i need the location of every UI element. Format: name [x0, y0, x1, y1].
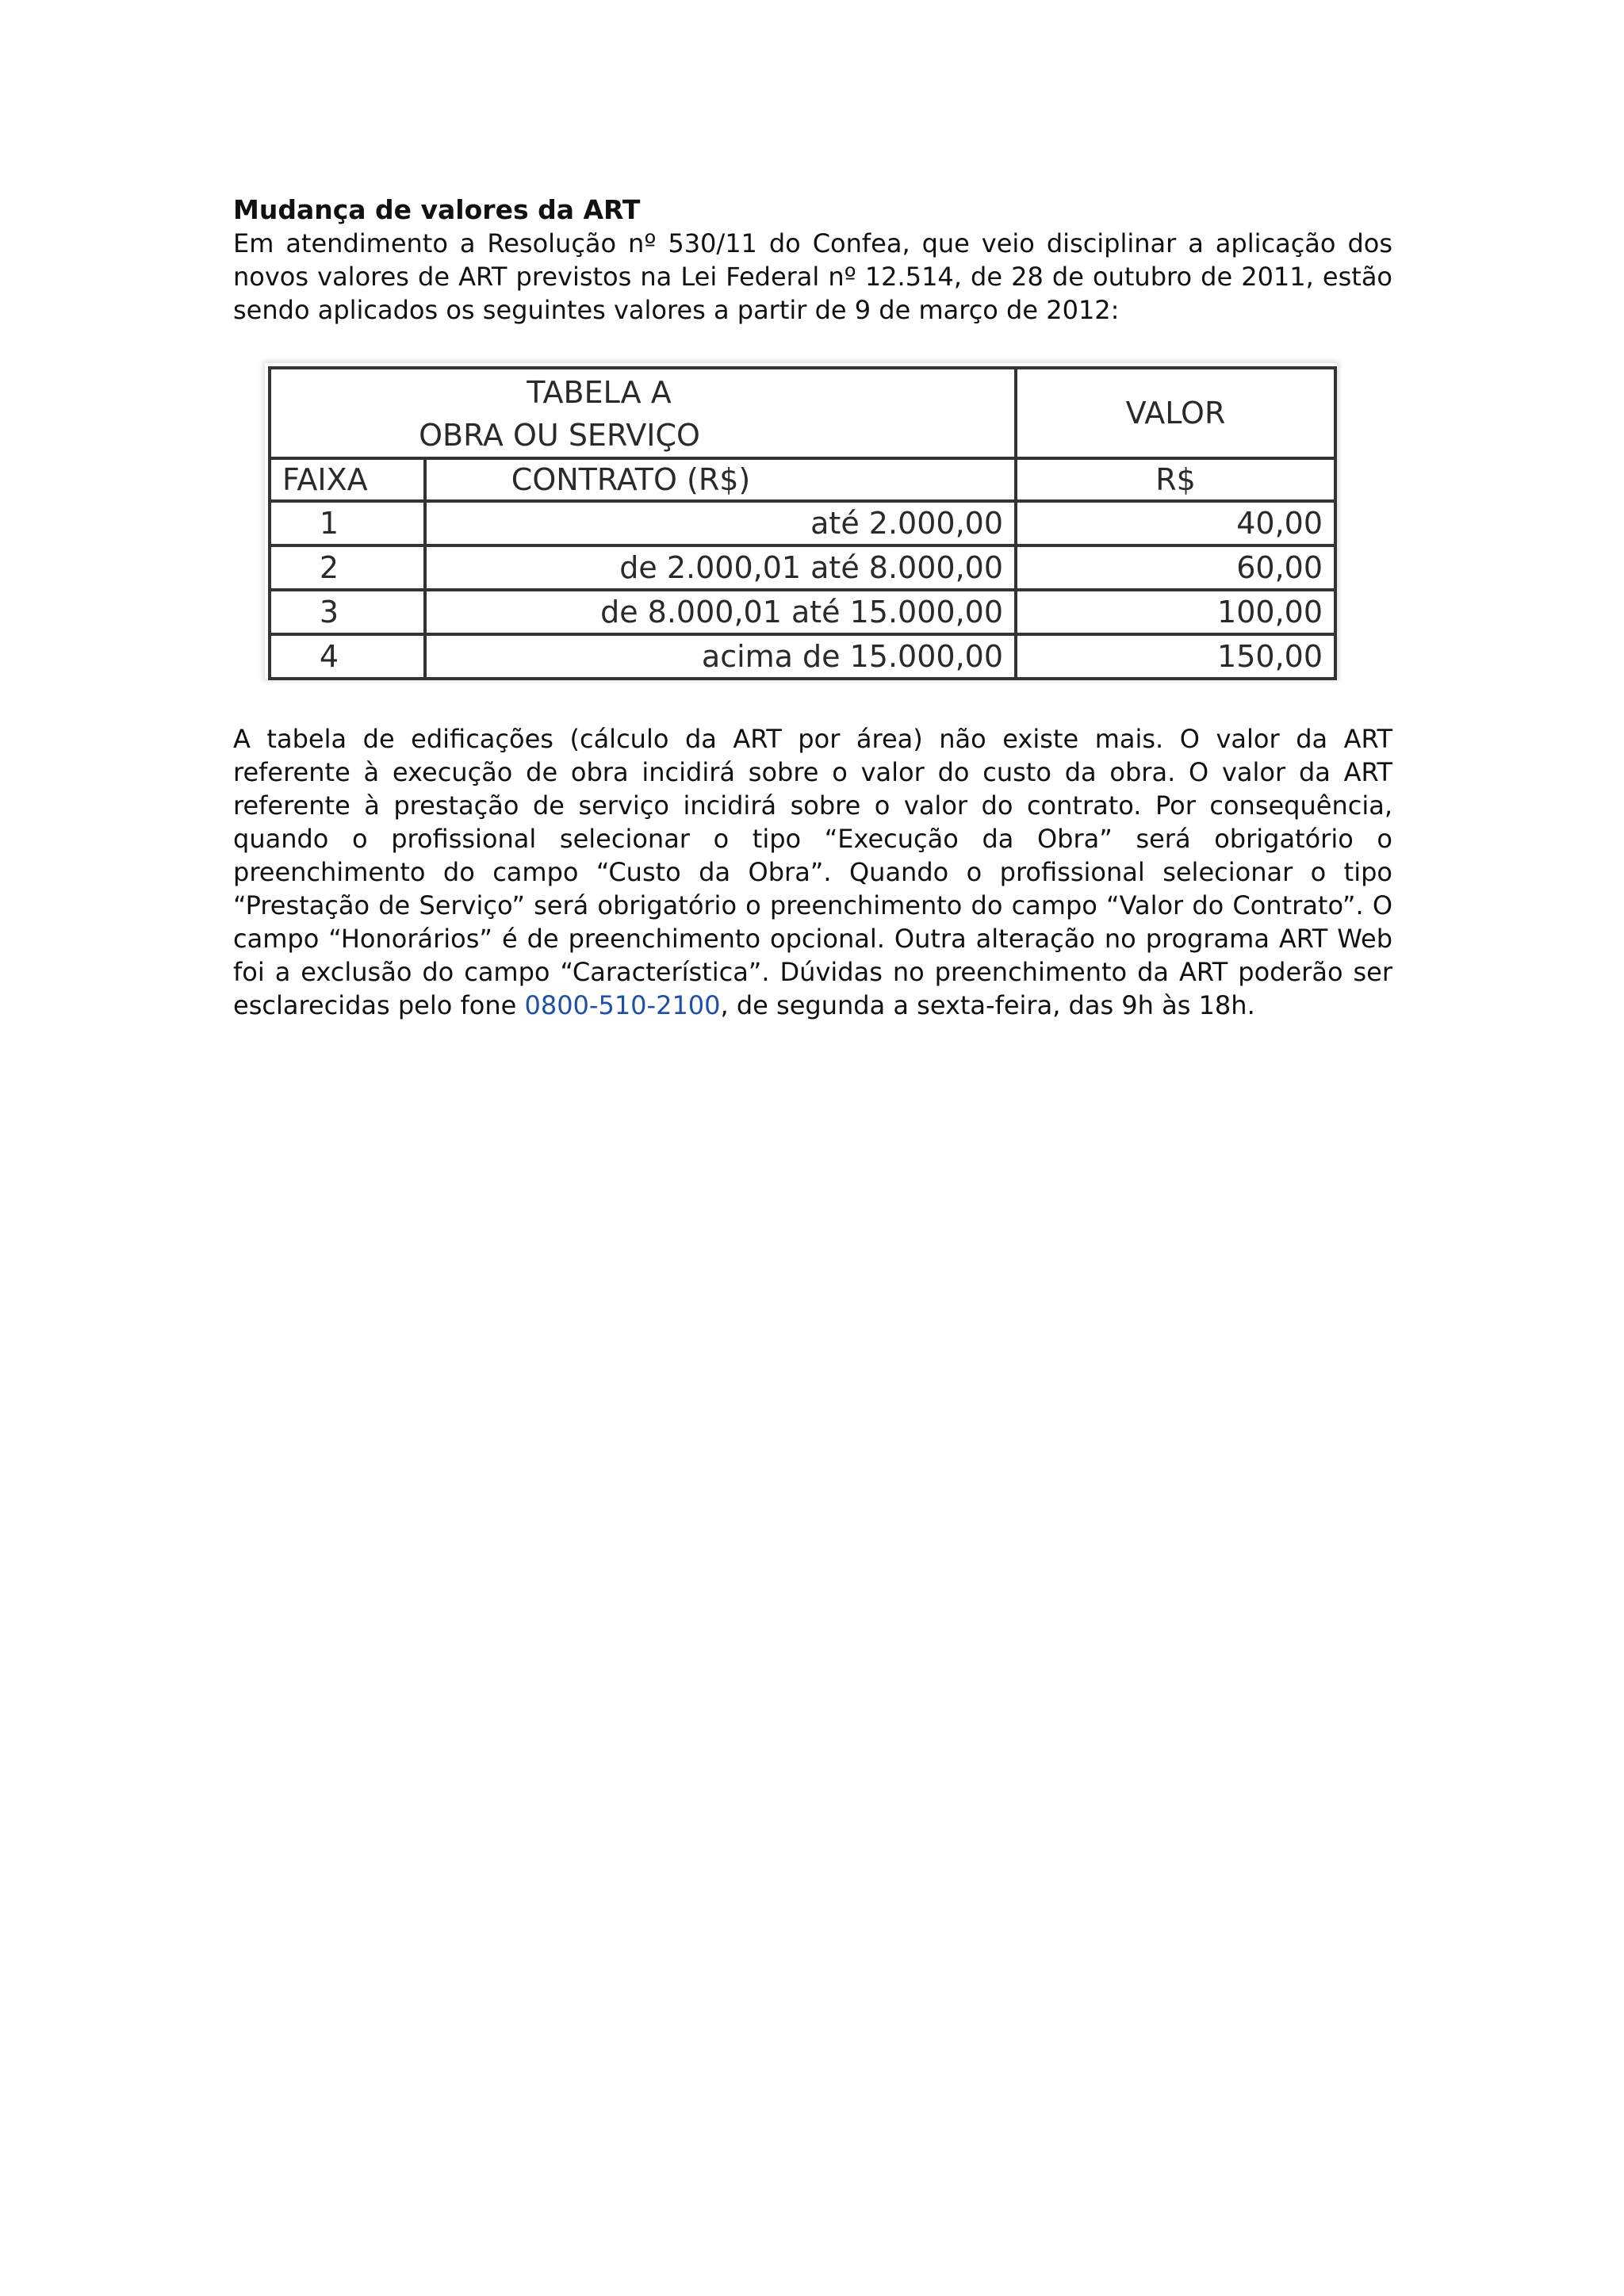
art-values-table-image [265, 363, 1337, 679]
rs-header-cell: R$ [1016, 458, 1335, 501]
faixa-cell: 4 [270, 634, 425, 679]
faixa-cell: 3 [270, 590, 425, 634]
valor-header-cell: VALOR [1016, 368, 1335, 458]
table-row [270, 634, 1335, 679]
table-title-cell [270, 368, 1016, 458]
faixa-cell: 2 [270, 545, 425, 590]
table-header-row-1 [270, 368, 1335, 458]
body-text-after-phone: , de segunda a sexta-feira, das 9h às 18h. [720, 990, 1255, 1020]
valor-cell: 150,00 [1016, 634, 1335, 679]
contrato-cell: de 2.000,01 até 8.000,00 [425, 545, 1016, 590]
faixa-header-cell: FAIXA [270, 458, 425, 501]
contrato-cell: acima de 15.000,00 [425, 634, 1016, 679]
body-section [233, 722, 1392, 1022]
document-header [233, 193, 1392, 327]
contrato-cell: até 2.000,00 [425, 501, 1016, 545]
document-title: Mudança de valores da ART [233, 194, 641, 225]
body-paragraph [233, 722, 1392, 1022]
faixa-cell: 1 [270, 501, 425, 545]
table-row [270, 590, 1335, 634]
valor-cell: 60,00 [1016, 545, 1335, 590]
art-values-table [268, 366, 1337, 680]
table-row [270, 501, 1335, 545]
table-row [270, 545, 1335, 590]
table-title-line-2: OBRA OU SERVIÇO [419, 418, 700, 453]
contrato-header-cell: CONTRATO (R$) [425, 458, 1016, 501]
table-title-line-1: TABELA A [527, 375, 672, 410]
intro-paragraph: Em atendimento a Resolução nº 530/11 do Confea, que veio disciplinar a aplicação dos novos valores de ART previstos na Lei Federal nº 12.514, de 28 de outubro de 2011, estão sendo aplicados os seguintes valores a partir de 9 de março de 2012: [233, 228, 1392, 325]
contrato-cell: de 8.000,01 até 15.000,00 [425, 590, 1016, 634]
phone-number[interactable]: 0800-510-2100 [524, 990, 721, 1020]
table-header-row-2 [270, 458, 1335, 501]
valor-cell: 100,00 [1016, 590, 1335, 634]
valor-cell: 40,00 [1016, 501, 1335, 545]
body-text-before-phone: A tabela de edificações (cálculo da ART por área) não existe mais. O valor da ART referente à execução de obra incidirá sobre o valor do custo da obra. O valor da ART referente à prestação de serviço incidirá sobre o valor do contrato. Por consequência, quando o profissional selecionar o tipo “Execução da Obra” será obrigatório o preenchimento do campo “Custo da Obra”. Quando o profissional selecionar o tipo “Prestação de Serviço” será obrigatório o preenchimento do campo “Valor do Contrato”. O campo “Honorários” é de preenchimento opcional. Outra alteração no programa ART Web foi a exclusão do campo “Característica”. Dúvidas no preenchimento da ART poderão ser esclarecidas pelo fone [233, 724, 1392, 1020]
